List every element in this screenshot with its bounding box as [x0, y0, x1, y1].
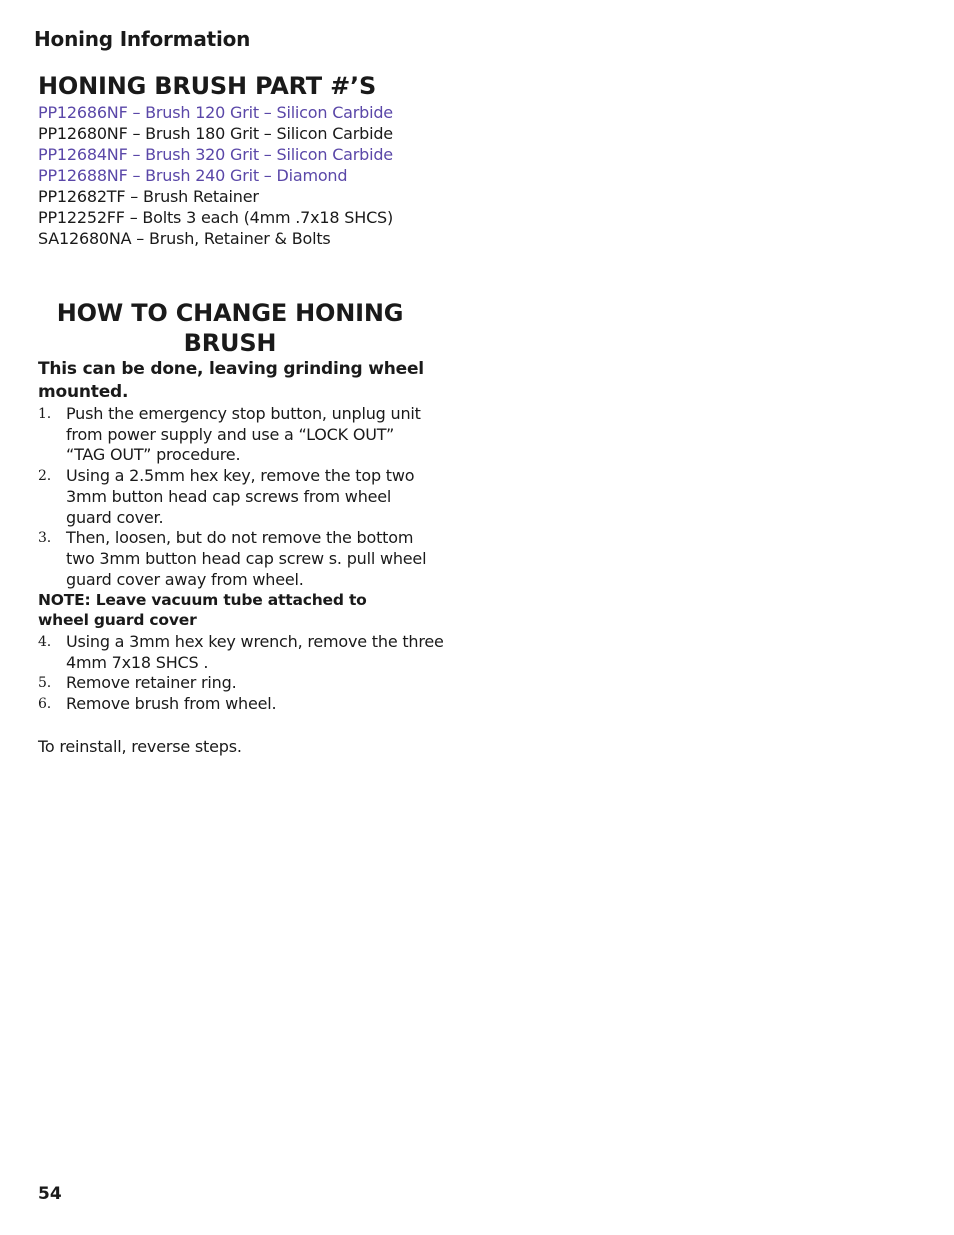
procedure-title-line: HOW TO CHANGE HONING: [56, 299, 404, 327]
step-number: 5.: [38, 675, 51, 692]
intro-line: mounted.: [38, 382, 129, 402]
part-item: PP12686NF – Brush 120 Grit – Silicon Carbide: [38, 103, 393, 122]
step-item: [38, 632, 448, 673]
part-item: SA12680NA – Brush, Retainer & Bolts: [38, 229, 331, 248]
step-text: [66, 404, 448, 466]
step-item: [38, 404, 448, 466]
step-line: Remove retainer ring.: [66, 673, 237, 693]
step-line: from power supply and use a “LOCK OUT”: [66, 424, 395, 444]
part-item: PP12684NF – Brush 320 Grit – Silicon Carbide: [38, 145, 393, 164]
step-text: [66, 528, 448, 590]
note-line: NOTE: Leave vacuum tube attached to: [38, 591, 367, 609]
note: [38, 590, 398, 630]
procedure-intro: [38, 358, 438, 404]
step-line: Using a 2.5mm hex key, remove the top two: [66, 466, 415, 486]
section-header: Honing Information: [34, 27, 251, 51]
step-text: [66, 632, 448, 673]
step-text: [66, 466, 448, 528]
step-line: Push the emergency stop button, unplug unit: [66, 404, 421, 423]
part-item: PP12252FF – Bolts 3 each (4mm .7x18 SHCS): [38, 208, 394, 227]
step-item: [38, 528, 448, 590]
step-line: Remove brush from wheel.: [66, 694, 277, 714]
step-item: [38, 694, 448, 715]
note-line: wheel guard cover: [38, 611, 197, 629]
steps-list: [38, 404, 448, 590]
part-item: PP12688NF – Brush 240 Grit – Diamond: [38, 166, 348, 185]
page-number: 54: [38, 1184, 62, 1204]
part-item: PP12682TF – Brush Retainer: [38, 187, 259, 206]
steps-list: [38, 632, 448, 715]
parts-list: [38, 102, 458, 249]
step-text: [66, 673, 448, 694]
step-line: 4mm 7x18 SHCS .: [66, 652, 209, 672]
step-text: [66, 694, 448, 715]
step-number: 2.: [38, 468, 51, 485]
procedure-title: [38, 298, 422, 358]
step-number: 1.: [38, 406, 51, 422]
intro-line: This can be done, leaving grinding wheel: [38, 359, 424, 379]
step-line: Using a 3mm hex key wrench, remove the three: [66, 632, 444, 651]
step-item: [38, 466, 448, 528]
step-line: guard cover.: [66, 507, 164, 527]
step-line: “TAG OUT” procedure.: [66, 445, 241, 465]
parts-title: HONING BRUSH PART #’S: [38, 72, 377, 100]
step-item: [38, 673, 448, 694]
step-number: 6.: [38, 696, 51, 713]
part-item: PP12680NF – Brush 180 Grit – Silicon Carbide: [38, 124, 393, 143]
step-number: 3.: [38, 530, 51, 547]
step-line: 3mm button head cap screws from wheel: [66, 486, 392, 506]
procedure-title-line: BRUSH: [183, 329, 277, 357]
step-line: guard cover away from wheel.: [66, 569, 304, 589]
step-line: two 3mm button head cap screw s. pull wheel: [66, 548, 427, 568]
step-number: 4.: [38, 634, 51, 650]
step-line: Then, loosen, but do not remove the bottom: [66, 528, 414, 548]
closing-text: To reinstall, reverse steps.: [38, 737, 242, 756]
